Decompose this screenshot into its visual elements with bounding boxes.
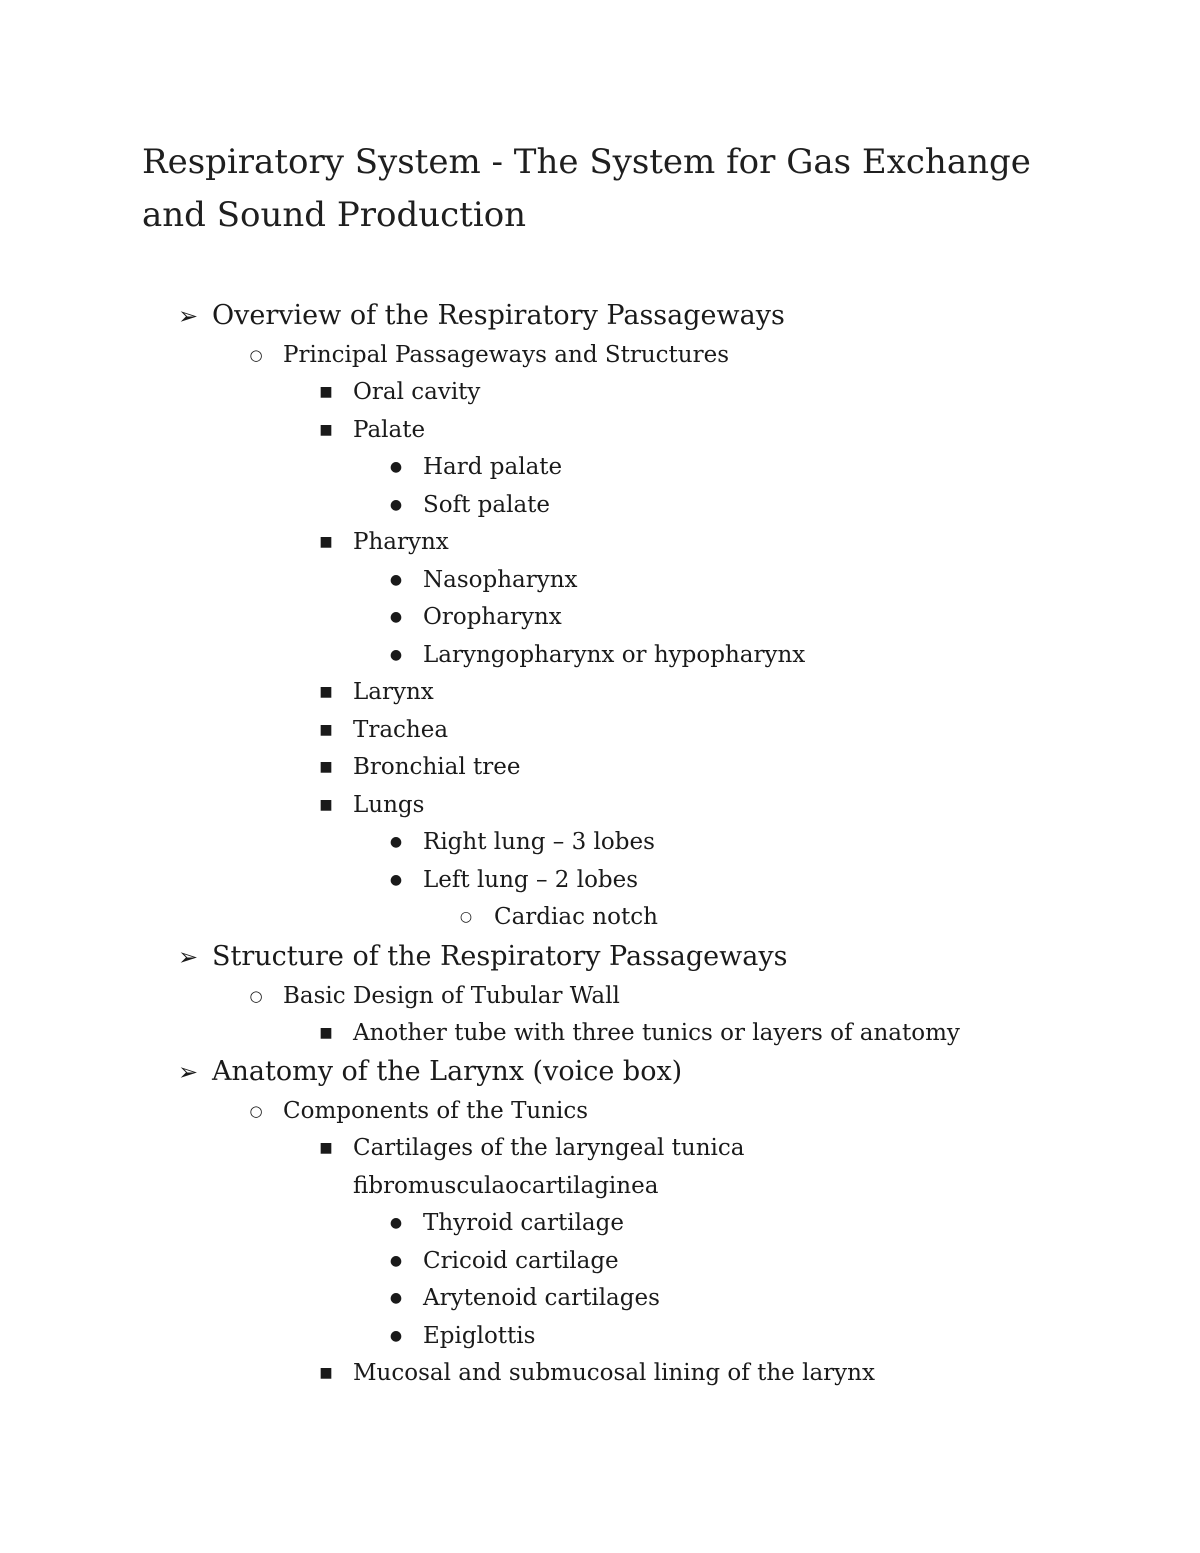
outline-item-text: Cardiac notch — [494, 904, 658, 930]
square-bullet-icon: ■ — [319, 684, 333, 700]
outline-item-level-4 — [0, 1280, 1200, 1318]
document-title: Respiratory System - The System for Gas Exchange and Sound Production — [142, 142, 1031, 235]
outline-item-level-4 — [0, 824, 1200, 862]
outline-item-text: Right lung – 3 lobes — [423, 829, 655, 855]
hollow-circle-bullet-icon: ○ — [249, 1102, 263, 1120]
square-bullet-icon: ■ — [319, 534, 333, 550]
square-bullet-icon: ■ — [319, 384, 333, 400]
square-bullet-icon: ■ — [319, 759, 333, 775]
outline-item-text: Pharynx — [353, 529, 449, 555]
square-bullet-icon: ■ — [319, 796, 333, 813]
outline-item-text: Overview of the Respiratory Passageways — [212, 300, 785, 331]
outline-item-text: Oral cavity — [353, 379, 481, 405]
outline-item-level-3 — [0, 712, 1200, 750]
disc-bullet-icon: ● — [389, 871, 403, 888]
outline-item-level-4 — [0, 599, 1200, 637]
outline-item-text: Oropharynx — [423, 604, 562, 630]
outline-item-level-3 — [0, 787, 1200, 825]
outline-item-level-1 — [0, 937, 1200, 977]
outline-item-text: Lungs — [353, 791, 425, 818]
outline-item-text: Another tube with three tunics or layers of anatomy — [353, 1019, 960, 1046]
square-bullet-icon: ■ — [319, 1140, 333, 1156]
outline-item-text: Principal Passageways and Structures — [283, 342, 730, 368]
disc-bullet-icon: ● — [389, 1215, 403, 1231]
outline-item-level-4 — [0, 449, 1200, 487]
outline-item-text: Mucosal and submucosal lining of the larynx — [353, 1360, 875, 1386]
outline-item-text: Cricoid cartilage — [423, 1247, 619, 1274]
outline-item-text: Thyroid cartilage — [423, 1210, 624, 1236]
outline-item-text: Left lung – 2 lobes — [423, 866, 639, 893]
hollow-circle-bullet-icon: ○ — [459, 909, 473, 925]
outline-item-level-3 — [0, 412, 1200, 450]
outline-item-level-4 — [0, 1318, 1200, 1356]
outline-item-text: Anatomy of the Larynx (voice box) — [212, 1056, 683, 1087]
outline-item-level-4 — [0, 1243, 1200, 1281]
disc-bullet-icon: ● — [389, 1290, 403, 1306]
arrow-bullet-icon: ➢ — [178, 942, 199, 971]
arrow-bullet-icon: ➢ — [178, 1058, 199, 1086]
outline-item-level-3 — [0, 1355, 1200, 1393]
outline-list — [0, 296, 1200, 1393]
outline-item-level-3 — [0, 674, 1200, 712]
outline-item-text: Laryngopharynx or hypopharynx — [423, 641, 806, 668]
outline-item-text: Nasopharynx — [423, 566, 578, 593]
outline-item-level-4 — [0, 1205, 1200, 1243]
outline-item-text: Epiglottis — [423, 1322, 536, 1349]
square-bullet-icon: ■ — [319, 1024, 333, 1041]
outline-item-text: Structure of the Respiratory Passageways — [212, 940, 788, 972]
square-bullet-icon: ■ — [319, 421, 333, 438]
outline-item-level-2 — [0, 977, 1200, 1015]
outline-item-text: Components of the Tunics — [283, 1098, 589, 1124]
outline-item-text: Basic Design of Tubular Wall — [283, 982, 620, 1009]
disc-bullet-icon: ● — [389, 1327, 403, 1344]
outline-item-text: Soft palate — [423, 491, 551, 518]
outline-item-level-3 — [0, 524, 1200, 562]
outline-item-text: Arytenoid cartilages — [423, 1285, 660, 1311]
outline-item-level-3 — [0, 749, 1200, 787]
disc-bullet-icon: ● — [389, 834, 403, 850]
outline-item-level-2 — [0, 336, 1200, 374]
outline-item-level-3 — [0, 1130, 793, 1205]
disc-bullet-icon: ● — [389, 571, 403, 588]
square-bullet-icon: ■ — [319, 721, 333, 738]
outline-item-level-3 — [0, 1015, 1200, 1053]
outline-item-text: Cartilages of the laryngeal tunica fibromusculaocartilaginea — [353, 1135, 745, 1199]
disc-bullet-icon: ● — [389, 646, 403, 663]
outline-item-text: Hard palate — [423, 454, 563, 480]
disc-bullet-icon: ● — [389, 459, 403, 475]
outline-item-level-1 — [0, 296, 1200, 336]
outline-item-level-2 — [0, 1092, 1200, 1130]
outline-item-text: Palate — [353, 416, 426, 443]
outline-item-level-4 — [0, 637, 1200, 675]
disc-bullet-icon: ● — [389, 1252, 403, 1269]
outline-item-text: Larynx — [353, 679, 434, 705]
outline-item-level-3 — [0, 374, 1200, 412]
outline-item-level-4 — [0, 862, 1200, 900]
hollow-circle-bullet-icon: ○ — [249, 986, 263, 1005]
outline-item-level-4 — [0, 562, 1200, 600]
arrow-bullet-icon: ➢ — [178, 302, 199, 330]
square-bullet-icon: ■ — [319, 1365, 333, 1381]
outline-item-text: Bronchial tree — [353, 754, 521, 780]
disc-bullet-icon: ● — [389, 609, 403, 625]
outline-item-level-4 — [0, 487, 1200, 525]
outline-item-level-5 — [0, 899, 1200, 937]
disc-bullet-icon: ● — [389, 496, 403, 513]
outline-item-text: Trachea — [353, 716, 449, 743]
outline-item-level-1 — [0, 1052, 1200, 1092]
hollow-circle-bullet-icon: ○ — [249, 346, 263, 364]
